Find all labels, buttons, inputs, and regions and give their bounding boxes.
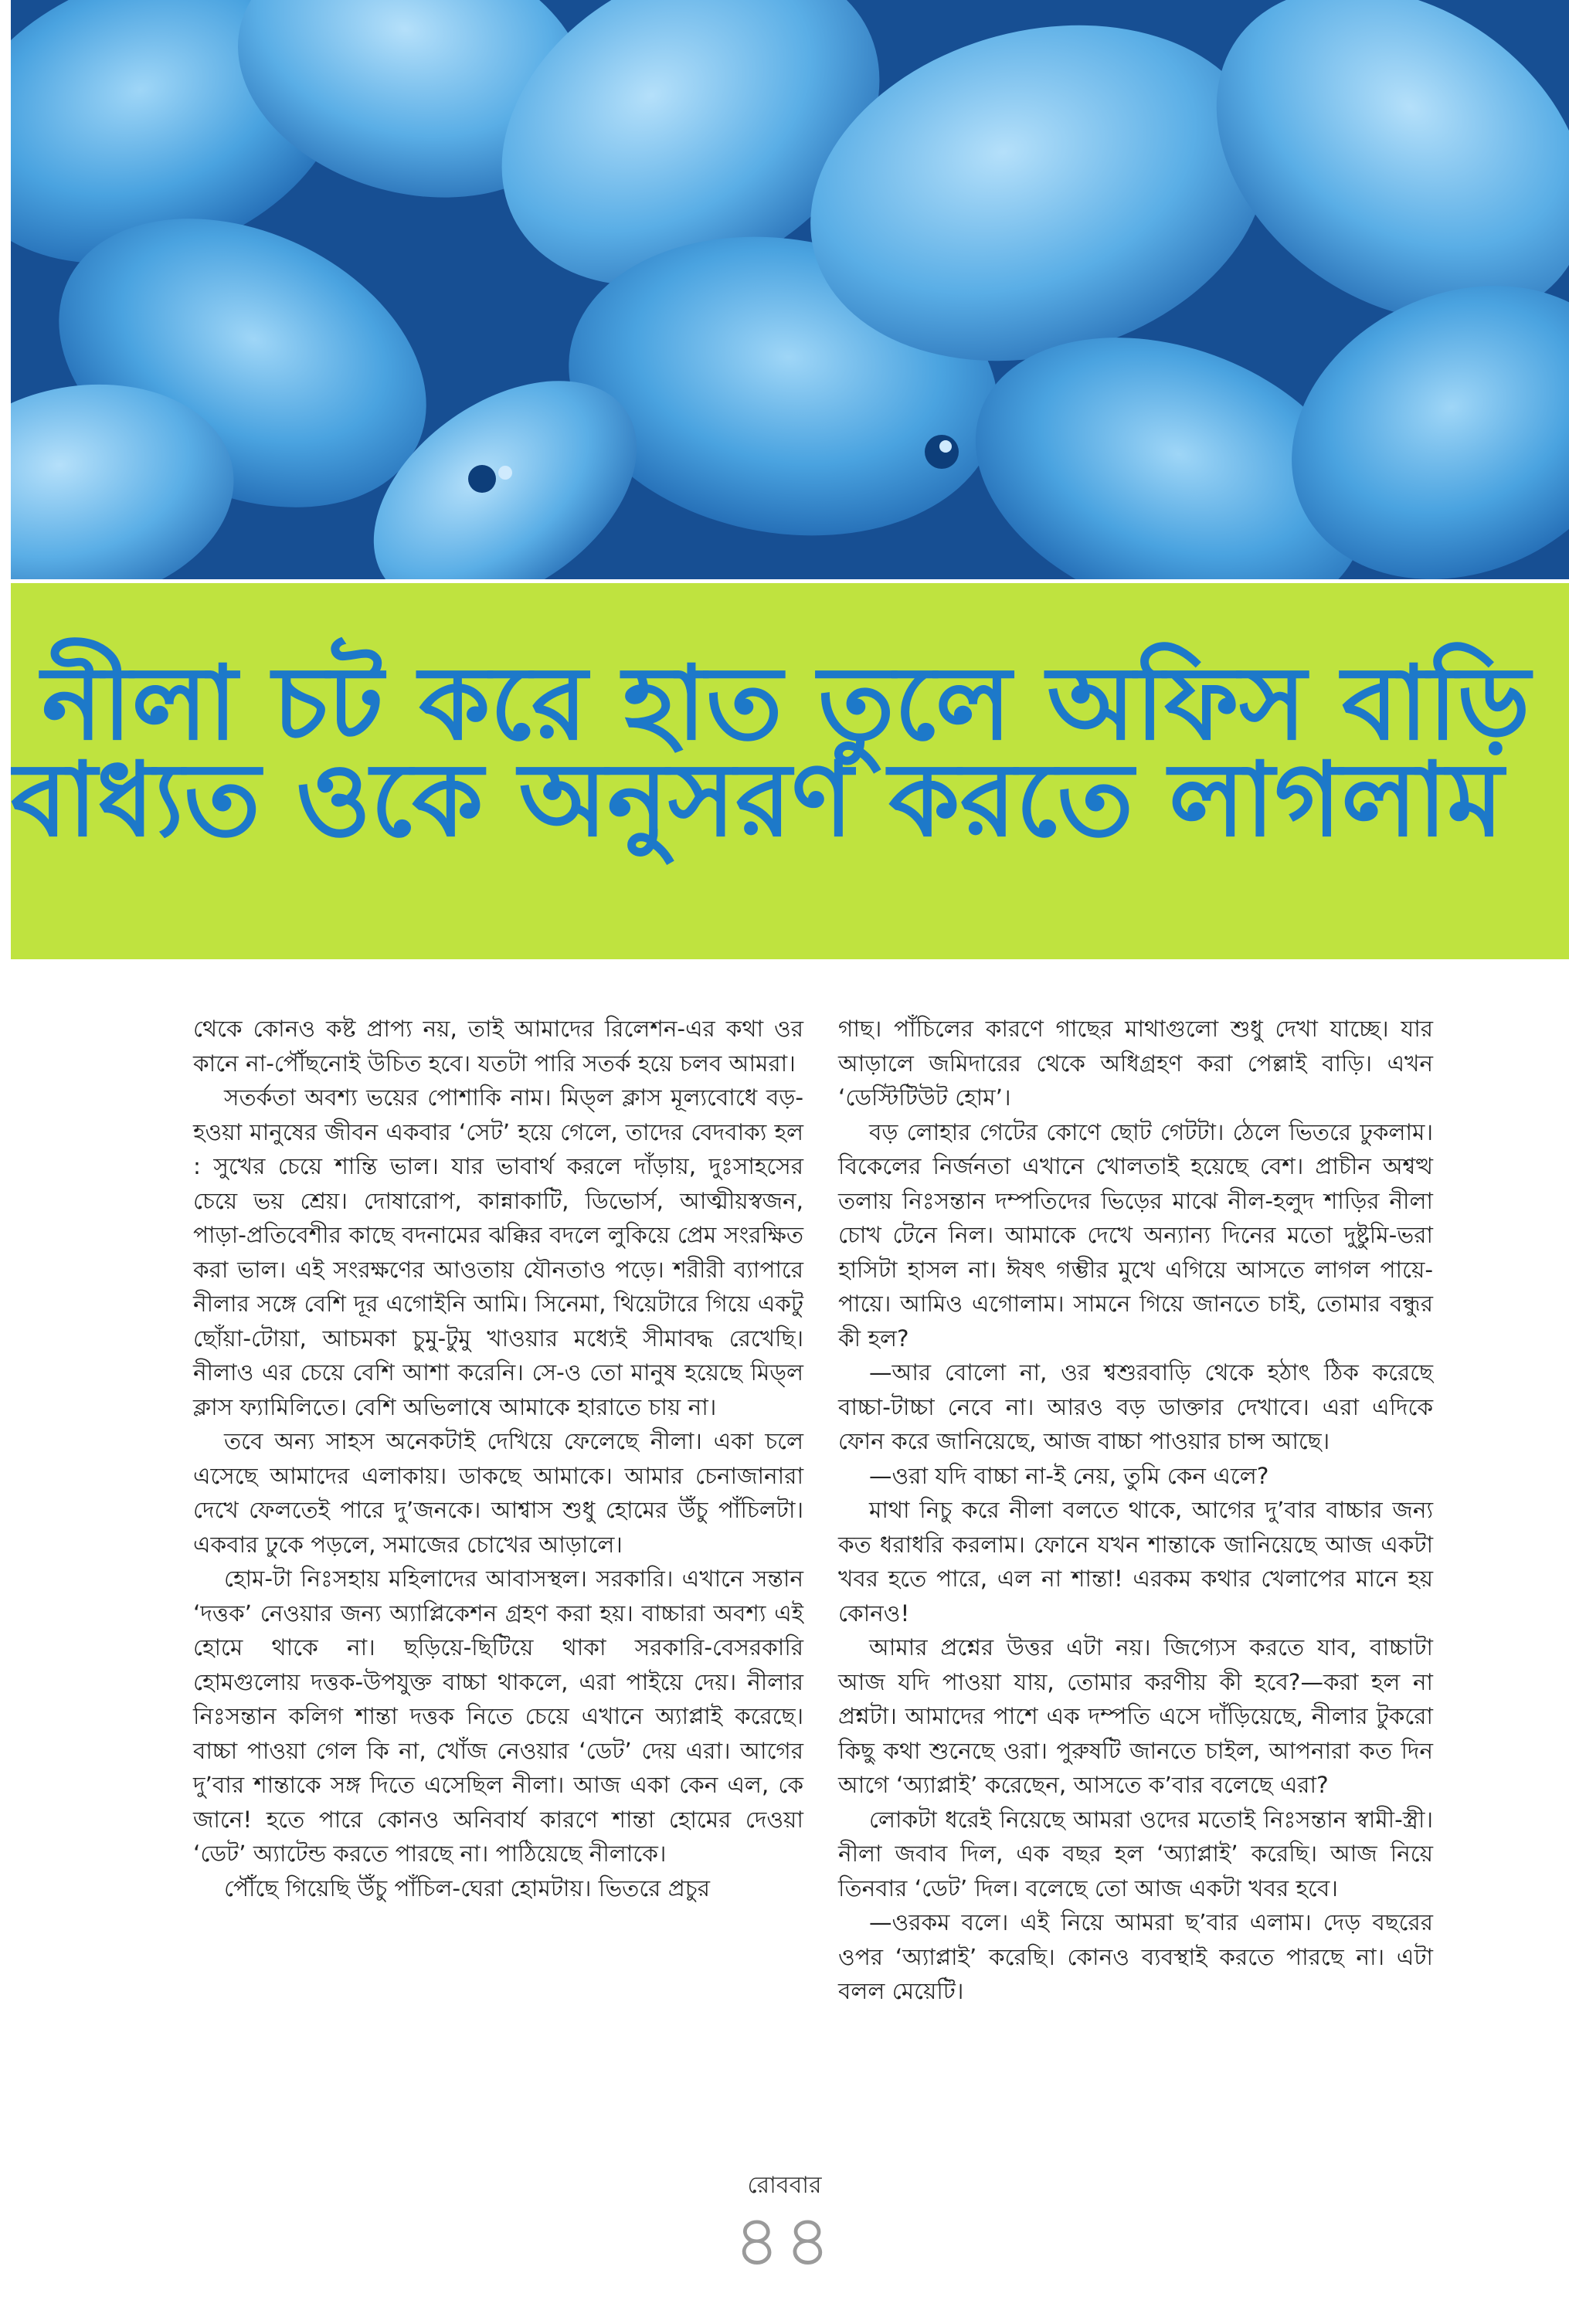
paragraph: লোকটা ধরেই নিয়েছে আমরা ওদের মতোই নিঃসন্তান স্বামী-স্ত্রী। নীলা জবাব দিল, এক বছর হল ‘অ্যাপ্লাই’ করেছি। আজ নিয়ে তিনবার ‘ডেট’ দিল। বলেছে তো আজ একটা খবর হবে।: [838, 1806, 1433, 1902]
blue-flower-illustration: [11, 0, 1569, 579]
hero-flower-photo: [11, 0, 1569, 579]
magazine-name: রোববার: [747, 2172, 822, 2199]
article-column-left: [193, 1012, 803, 1905]
paragraph: আমার প্রশ্নের উত্তর এটা নয়। জিগ্যেস করতে যাব, বাচ্চাটা আজ যদি পাওয়া যায়, তোমার করণীয় কী হবে?—করা হল না প্রশ্নটা। আমাদের পাশে এক দম্পতি এসে দাঁড়িয়েছে, নীলার টুকরো কিছু কথা শুনেছে ওরা। পুরুষটি জানতে চাইল, আপনারা কত দিন আগে ‘অ্যাপ্লাই’ করেছেন, আসতে ক’বার বলেছে এরা?: [838, 1634, 1433, 1798]
paragraph: পৌঁছে গিয়েছি উঁচু পাঁচিল-ঘেরা হোমটায়। ভিতরে প্রচুর: [224, 1874, 710, 1902]
paragraph: গাছ। পাঁচিলের কারণে গাছের মাথাগুলো শুধু দেখা যাচ্ছে। যার আড়ালে জমিদারের থেকে অধিগ্রহণ করা পেল্লাই বাড়ি। এখন ‘ডেস্টিটিউট হোম’।: [838, 1016, 1433, 1111]
paragraph: তবে অন্য সাহস অনেকটাই দেখিয়ে ফেলেছে নীলা। একা চলে এসেছে আমাদের এলাকায়। ডাকছে আমাকে। আমার চেনাজানারা দেখে ফেলতেই পারে দু’জনকে। আশ্বাস শুধু হোমের উঁচু পাঁচিলটা। একবার ঢুকে পড়লে, সমাজের চোখের আড়ালে।: [193, 1428, 803, 1558]
paragraph: সতর্কতা অবশ্য ভয়ের পোশাকি নাম। মিড্‌ল ক্লাস মূল্যবোধে বড়-হওয়া মানুষের জীবন একবার ‘সেট’ হয়ে গেলে, তাদের বেদবাক্য হল : সুখের চেয়ে শান্তি ভাল। যার ভাবার্থ করলে দাঁড়ায়, দুঃসাহসের চেয়ে ভয় শ্রেয়। দোষারোপ, কান্নাকাটি, ডিভোর্স, আত্মীয়স্বজন, পাড়া-প্রতিবেশীর কাছে বদনামের ঝক্কির বদলে লুকিয়ে প্রেম সংরক্ষিত করা ভাল। এই সংরক্ষণের আওতায় যৌনতাও পড়ে। শরীরী ব্যাপারে নীলার সঙ্গে বেশি দূর এগোইনি আমি। সিনেমা, থিয়েটারে গিয়ে একটু ছোঁয়া-টোয়া, আচমকা চুমু-টুমু খাওয়ার মধ্যেই সীমাবদ্ধ রেখেছি। নীলাও এর চেয়ে বেশি আশা করেনি। সে-ও তো মানুষ হয়েছে মিড্‌ল ক্লাস ফ্যামিলিতে। বেশি অভিলাষে আমাকে হারাতে চায় না।: [193, 1084, 803, 1420]
headline-line-1: নীলা চট করে হাত তুলে অফিস বাড়ি: [42, 644, 1530, 763]
paragraph: মাথা নিচু করে নীলা বলতে থাকে, আগের দু’বার বাচ্চার জন্য কত ধরাধরি করলাম। ফোনে যখন শান্তাকে জানিয়েছে আজ একটা খবর হতে পারে, এল না শান্তা! এরকম কথার খেলাপের মানে হয় কোনও!: [838, 1497, 1433, 1627]
headline-banner: [11, 583, 1569, 959]
headline-line-2: বাধ্যত ওকে অনুসরণ করতে লাগলাম: [11, 741, 1504, 860]
article-column-right: [838, 1012, 1433, 2009]
paragraph: থেকে কোনও কষ্ট প্রাপ্য নয়, তাই আমাদের রিলেশন-এর কথা ওর কানে না-পৌঁছনোই উচিত হবে। যতটা পারি সতর্ক হয়ে চলব আমরা।: [193, 1016, 803, 1077]
page-number: ৪৪: [733, 2200, 836, 2282]
paragraph: —ওরা যদি বাচ্চা না-ই নেয়, তুমি কেন এলে?: [869, 1462, 1269, 1489]
paragraph: বড় লোহার গেটের কোণে ছোট গেটটা। ঠেলে ভিতরে ঢুকলাম। বিকেলের নির্জনতা এখানে খোলতাই হয়েছে বেশ। প্রাচীন অশ্বত্থ তলায় নিঃসন্তান দম্পতিদের ভিড়ের মাঝে নীল-হলুদ শাড়ির নীলা চোখ টেনে নিল। আমাকে দেখে অন্যান্য দিনের মতো দুষ্টুমি-ভরা হাসিটা হাসল না। ঈষৎ গম্ভীর মুখে এগিয়ে আসতে লাগল পায়ে-পায়ে। আমিও এগোলাম। সামনে গিয়ে জানতে চাই, তোমার বন্ধুর কী হল?: [838, 1118, 1433, 1352]
paragraph: —ওরকম বলে। এই নিয়ে আমরা ছ’বার এলাম। দেড় বছরের ওপর ‘অ্যাপ্লাই’ করেছি। কোনও ব্যবস্থাই করতে পারছে না। এটা বলল মেয়েটি।: [838, 1909, 1433, 2004]
paragraph: —আর বোলো না, ওর শ্বশুরবাড়ি থেকে হঠাৎ ঠিক করেছে বাচ্চা-টাচ্চা নেবে না। আরও বড় ডাক্তার দেখাবে। এরা এদিকে ফোন করে জানিয়েছে, আজ বাচ্চা পাওয়ার চান্স আছে।: [838, 1359, 1433, 1454]
paragraph: হোম-টা নিঃসহায় মহিলাদের আবাসস্থল। সরকারি। এখানে সন্তান ‘দত্তক’ নেওয়ার জন্য অ্যাপ্লিকেশন গ্রহণ করা হয়। বাচ্চারা অবশ্য এই হোমে থাকে না। ছড়িয়ে-ছিটিয়ে থাকা সরকারি-বেসরকারি হোমগুলোয় দত্তক-উপযুক্ত বাচ্চা থাকলে, এরা পাইয়ে দেয়। নীলার নিঃসন্তান কলিগ শান্তা দত্তক নিতে চেয়ে এখানে অ্যাপ্লাই করেছে। বাচ্চা পাওয়া গেল কি না, খোঁজ নেওয়ার ‘ডেট’ দেয় এরা। আগের দু’বার শান্তাকে সঙ্গ দিতে এসেছিল নীলা। আজ একা কেন এল, কে জানে! হতে পারে কোনও অনিবার্য কারণে শান্তা হোমের দেওয়া ‘ডেট’ অ্যাটেন্ড করতে পারছে না। পাঠিয়েছে নীলাকে।: [193, 1566, 803, 1867]
